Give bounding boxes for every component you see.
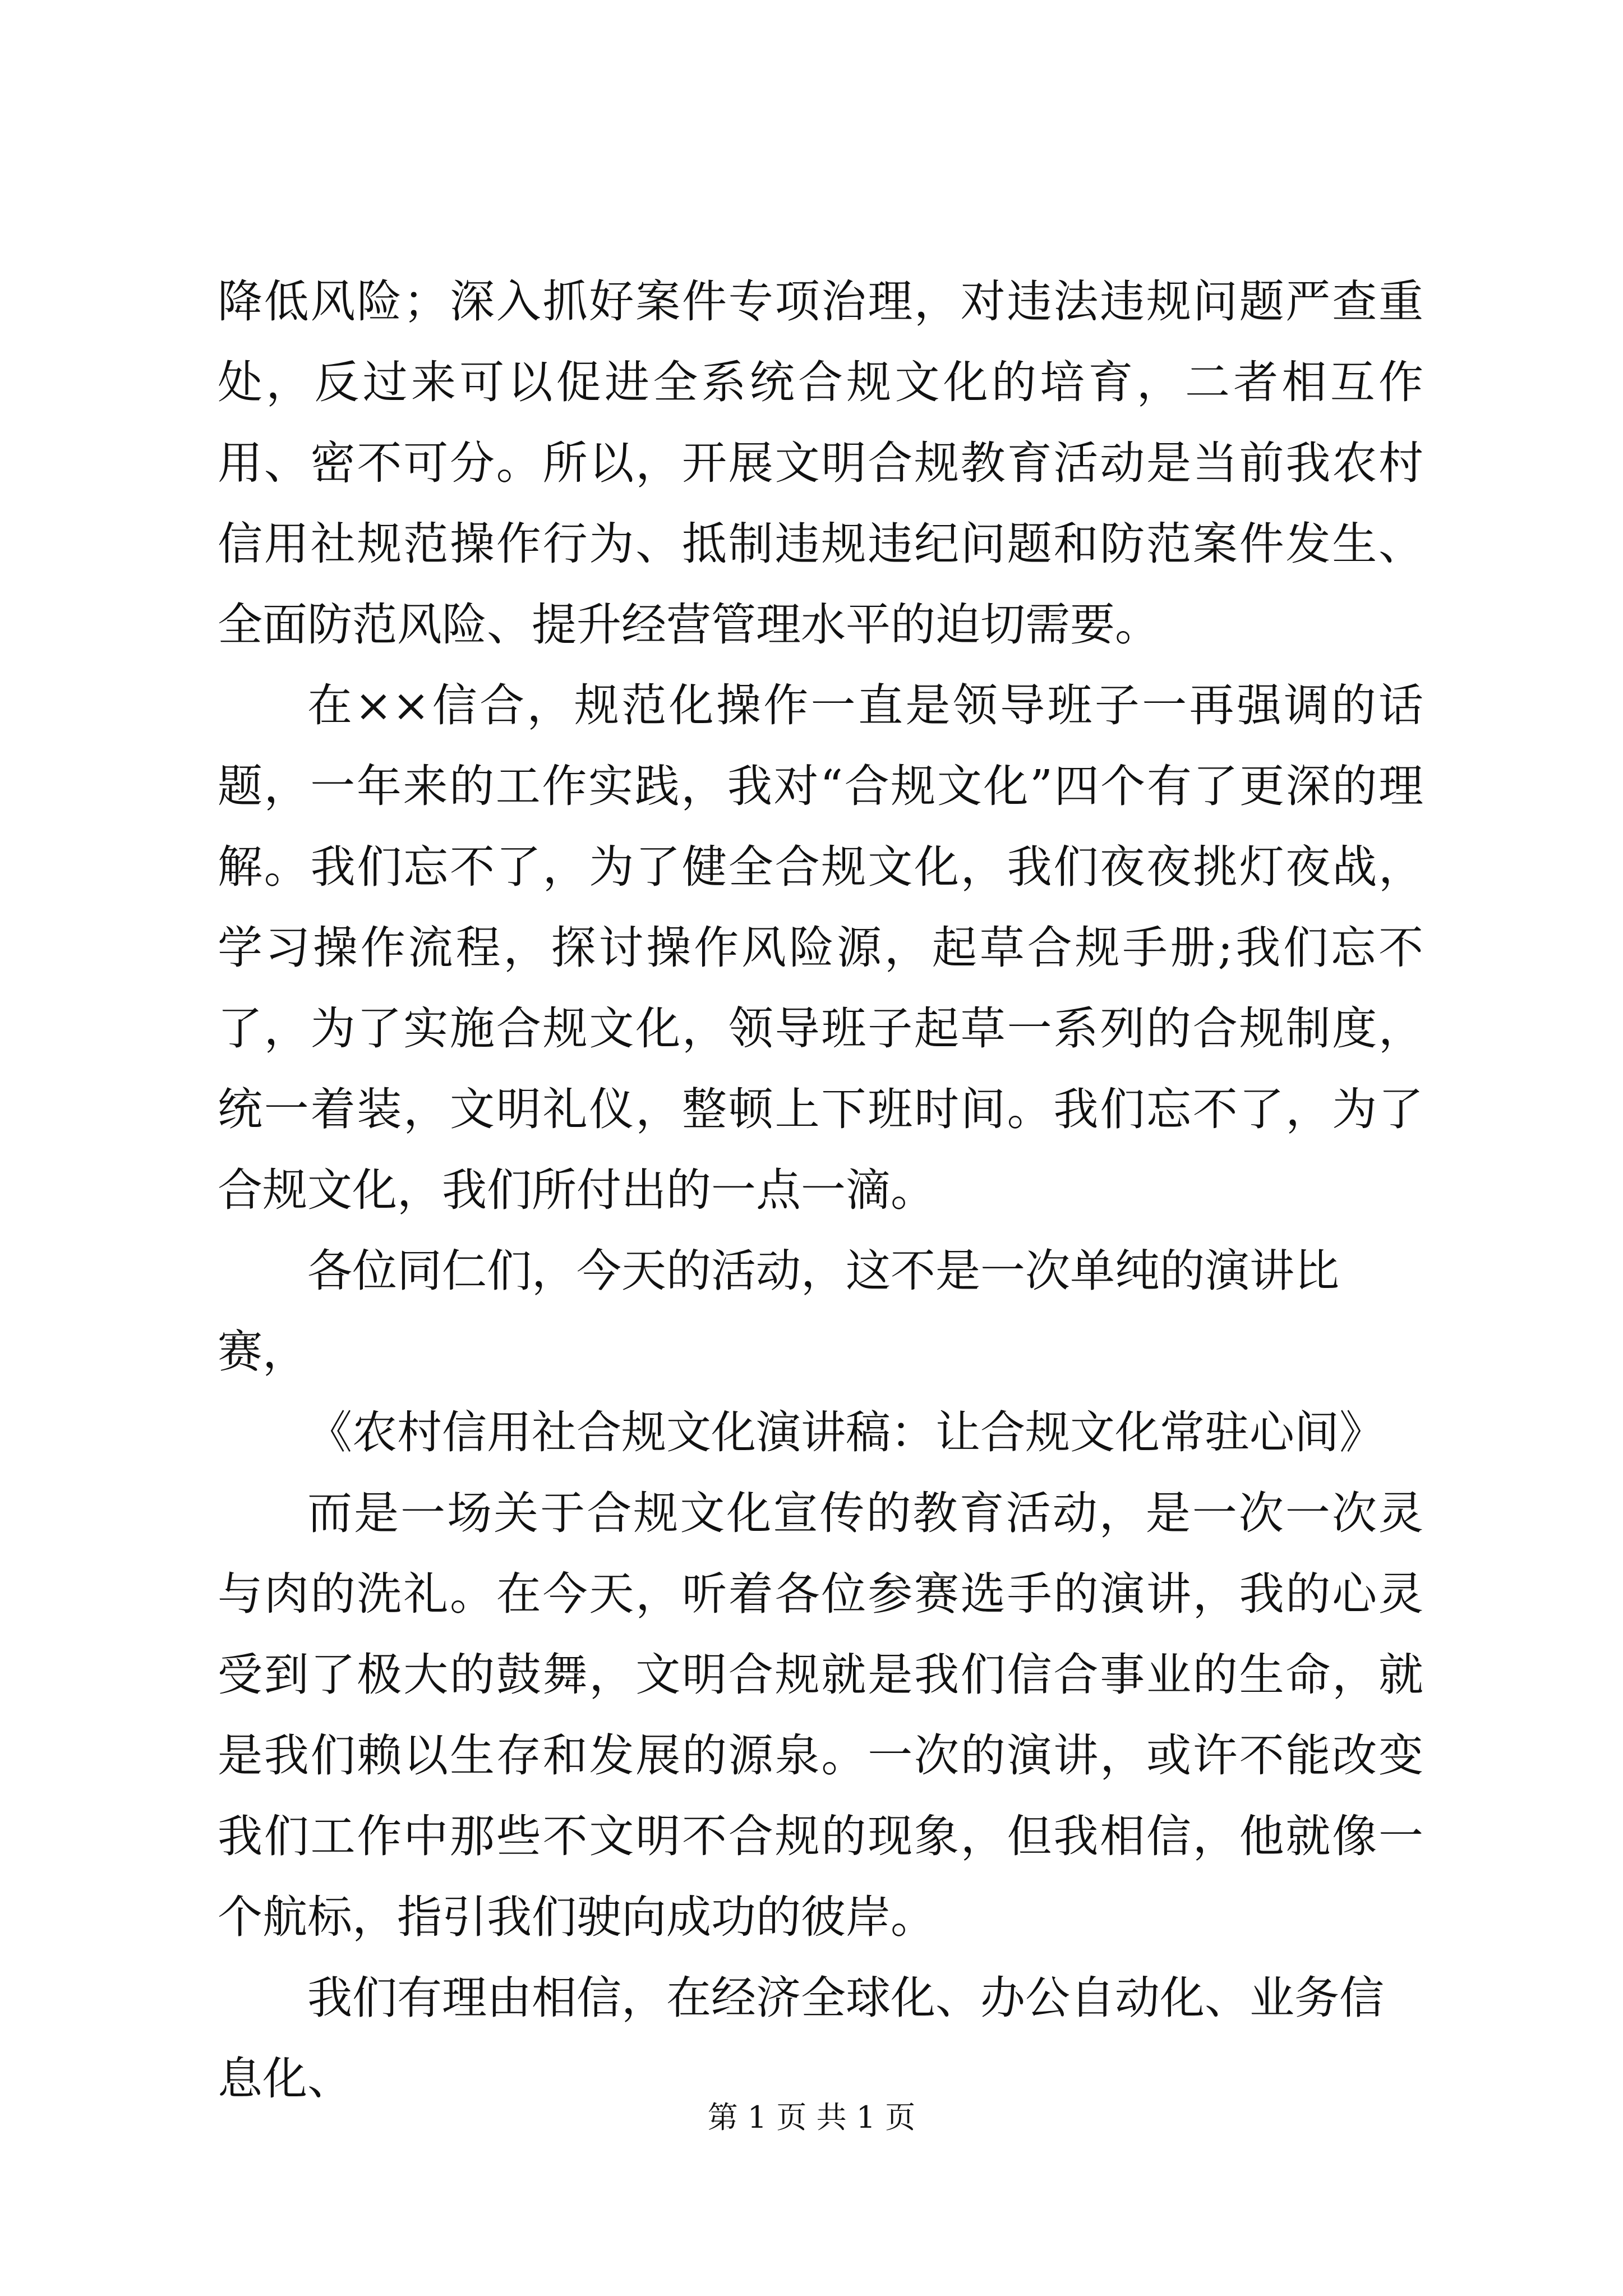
paragraph-2: 在××信合，规范化操作一直是领导班子一再强调的话题，一年来的工作实践，我对“合规文化”四个有了更深的理解。我们忘不了，为了健全合规文化，我们夜夜挑灯夜战，学习操作流程，探讨操作风险源，起草合规手册;我们忘不了，为了实施合规文化，领导班子起草一系列的合规制度，统一着装，文明礼仪，整顿上下班时间。我们忘不了，为了合规文化，我们所付出的一点一滴。 xyxy=(218,679,1423,1216)
page-footer: 第 1 页 共 1 页 xyxy=(707,2100,916,2135)
paragraph-1: 降低风险；深入抓好案件专项治理，对违法违规问题严查重处，反过来可以促进全系统合规文化的培育，二者相互作用、密不可分。所以，开展文明合规教育活动是当前我农村信用社规范操作行为、抵制违规违纪问题和防范案件发生、全面防范风险、提升经营管理水平的迫切需要。 xyxy=(218,275,1423,651)
title-quote-line: 《农村信用社合规文化演讲稿：让合规文化常驻心间》 xyxy=(307,1406,1384,1458)
paragraph-5: 而是一场关于合规文化宣传的教育活动，是一次一次灵与肉的洗礼。在今天，听着各位参赛选手的演讲，我的心灵受到了极大的鼓舞，文明合规就是我们信合事业的生命，就是我们赖以生存和发展的源泉。一次的演讲，或许不能改变我们工作中那些不文明不合规的现象，但我相信，他就像一个航标，指引我们驶向成功的彼岸。 xyxy=(218,1487,1423,1943)
document-body xyxy=(218,261,1423,2119)
paragraph-3: 各位同仁们，今天的活动，这不是一次单纯的演讲比赛， xyxy=(218,1245,1339,1378)
paragraph-6: 我们有理由相信，在经济全球化、办公自动化、业务信息化、 xyxy=(218,1972,1384,2105)
